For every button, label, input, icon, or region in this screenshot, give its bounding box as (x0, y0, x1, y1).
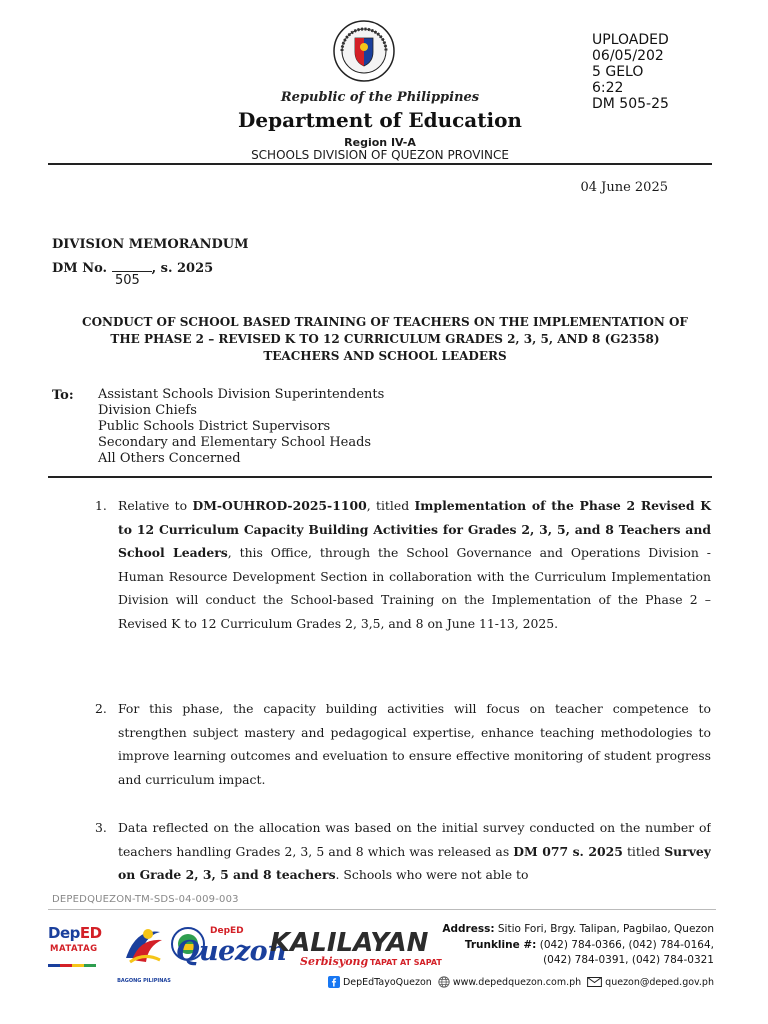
subject-line: CONDUCT OF SCHOOL BASED TRAINING OF TEACHERS ON THE IMPLEMENTATION OF (82, 315, 688, 329)
dm-suffix: , s. 2025 (151, 261, 214, 276)
kalilayan-tagline: Serbisyong (300, 955, 369, 968)
deped-seal-icon (333, 20, 395, 82)
footer-divider (48, 909, 716, 910)
stamp-line: 6:22 (592, 80, 624, 96)
trunkline-value-2: (042) 784-0391, (042) 784-0321 (543, 954, 714, 966)
recipient-list (98, 387, 384, 467)
recipients-divider (48, 476, 712, 478)
matatag-label: MATATAG (50, 944, 98, 954)
recipient-item: Secondary and Elementary School Heads (98, 435, 372, 450)
paragraph-number: 1. (95, 498, 107, 513)
dm-blank (112, 259, 152, 272)
subject-line: THE PHASE 2 – REVISED K TO 12 CURRICULUM GRADES 2, 3, 5, AND 8 (G2358) (110, 332, 660, 346)
website-link[interactable] (438, 976, 581, 988)
contact-info (430, 922, 714, 969)
division-label: SCHOOLS DIVISION OF QUEZON PROVINCE (251, 148, 509, 162)
recipient-item: Division Chiefs (98, 403, 197, 418)
p1-memo-ref: DM-OUHROD-2025-1100 (192, 498, 367, 513)
p3-text-d: . Schools who were not able to (335, 867, 529, 882)
social-links (312, 976, 714, 988)
p3-text-c: titled (622, 843, 665, 859)
deped-logo-dep: Dep (48, 924, 80, 942)
p1-text-d: , this Office, through the School Governance and Operations Division - Human Resource Development Section in collaboration with the Curriculum Implementation Division will conduct the School-based Training on the Implementation of the Phase 2 – Revised K to 12 Curriculum Grades 2, 3,5, and 8 on June 11-13, 2025. (118, 545, 711, 631)
trunkline-value-1: (042) 784-0366, (042) 784-0164, (536, 938, 714, 951)
address-value: Sitio Fori, Brgy. Talipan, Pagbilao, Quezon (494, 923, 714, 935)
email-link[interactable] (587, 976, 714, 988)
matatag-stripe-icon (48, 963, 98, 969)
envelope-icon (587, 976, 602, 988)
deped-logo-ed: ED (79, 924, 102, 942)
department-title: Department of Education (238, 108, 522, 132)
paragraph-1 (95, 494, 711, 635)
to-label: To: (52, 388, 74, 403)
p3-memo-ref: DM 077 s. 2025 (513, 843, 623, 859)
memo-heading: DIVISION MEMORANDUM (52, 237, 249, 252)
stamp-line: 5 GELO (592, 64, 644, 80)
stamp-line: 06/05/202 (592, 48, 664, 64)
stamp-line: DM 505-25 (592, 96, 669, 112)
kalilayan-wordmark: KALILAYAN (270, 928, 429, 958)
paragraph-number: 2. (95, 701, 107, 716)
recipient-item: Public Schools District Supervisors (98, 419, 331, 434)
memo-date: 04 June 2025 (580, 180, 668, 195)
dm-prefix: DM No. (52, 261, 112, 276)
republic-title: Republic of the Philippines (280, 90, 480, 105)
region-label: Region IV-A (344, 136, 416, 149)
stamp-line: UPLOADED (592, 32, 669, 48)
header-divider (48, 163, 712, 165)
address-label: Address: (442, 923, 495, 935)
trunkline-label: Trunkline #: (464, 938, 537, 951)
p1-text-c: , titled (366, 498, 415, 513)
p3-text-a: Data reflected on the allocation was based on the initial survey conducted on the number of teachers handling Grades 2, 3, 5 and 8 which was released as (118, 820, 711, 859)
paragraph-number: 3. (95, 820, 107, 835)
p1-title-ref: Implementation of the Phase 2 Revised K to 12 Curriculum Capacity Building Activities for Grades 2, 3, 5, and 8 Teachers and School Leaders (118, 498, 711, 560)
facebook-icon (328, 976, 340, 988)
paragraph-2 (95, 697, 711, 791)
bagong-pilipinas-logo-icon (118, 920, 168, 980)
website-url: www.depedquezon.com.ph (452, 976, 582, 988)
kalilayan-tagline-2: TAPAT AT SAPAT (370, 958, 442, 967)
p3-title-ref: Survey on Grade 2, 3, 5 and 8 teachers (118, 843, 711, 882)
document-id: DEPEDQUEZON-TM-SDS-04-009-003 (52, 894, 239, 905)
facebook-handle: DepEdTayoQuezon (342, 976, 432, 988)
paragraph-3 (95, 816, 711, 888)
subject-line: TEACHERS AND SCHOOL LEADERS (263, 349, 507, 363)
p2-text: For this phase, the capacity building activities will focus on teacher competence to strengthen subject mastery and pedagogical expertise, enhance teaching methodologies to improve learning outcomes and eveluation to ensure effective monitoring of student progress and curriculum impact. (118, 701, 711, 787)
recipient-item: Assistant Schools Division Superintendents (98, 387, 385, 402)
dm-handwritten-number: 505 (115, 273, 140, 288)
quezon-deped-label: DepED (210, 926, 244, 936)
globe-icon (438, 976, 450, 988)
deped-matatag-logo (48, 924, 110, 973)
bagong-pilipinas-label: BAGONG PILIPINAS (117, 978, 171, 984)
p1-text-a: Relative to (118, 498, 193, 513)
recipient-item: All Others Concerned (98, 451, 241, 466)
facebook-link[interactable] (328, 976, 432, 988)
memo-subject (60, 314, 710, 365)
quezon-wordmark: Quezon (176, 936, 287, 967)
email-address: quezon@deped.gov.ph (605, 976, 714, 988)
